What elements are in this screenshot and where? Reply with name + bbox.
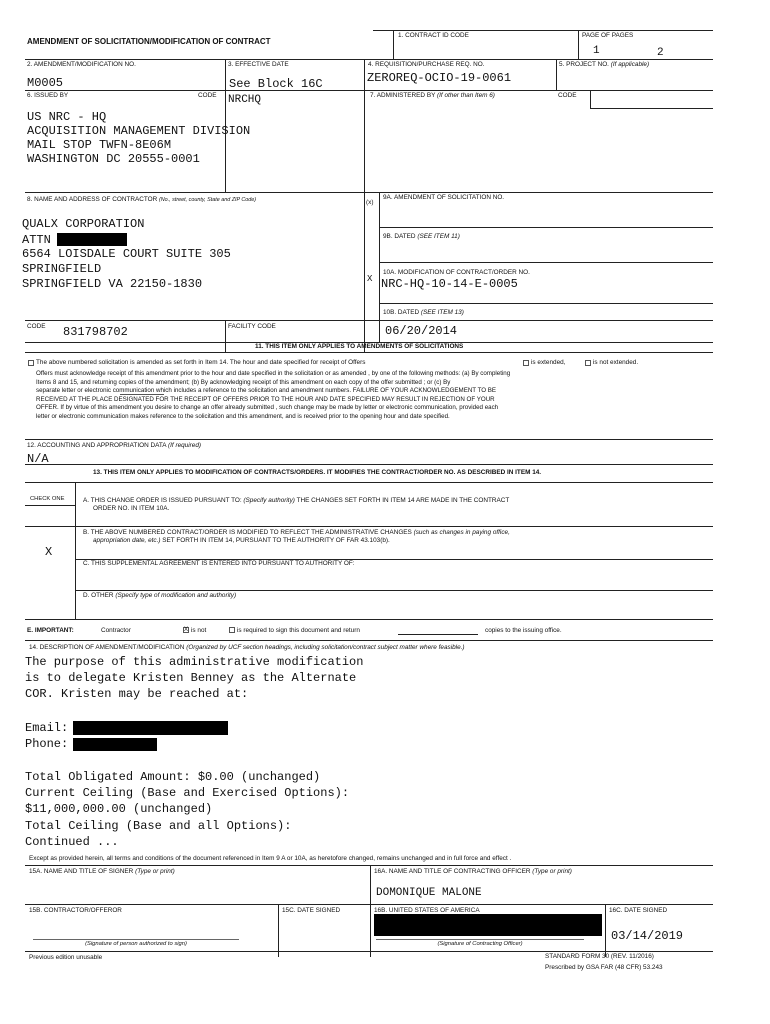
row-rule	[25, 59, 713, 60]
row-rule	[25, 192, 713, 193]
project-no-label: 5. PROJECT NO. (If applicable)	[559, 61, 650, 68]
prescribed-by-label: Prescribed by GSA FAR (48 CFR) 53.243	[545, 964, 663, 971]
standard-form-label: STANDARD FORM 30 (REV. 11/2016)	[545, 953, 654, 960]
modification-contract-value: NRC-HQ-10-14-E-0005	[381, 277, 518, 291]
issued-by-line: WASHINGTON DC 20555-0001	[27, 152, 200, 166]
contractor-word: Contractor	[101, 627, 131, 634]
redaction-box	[73, 721, 228, 735]
item13d-text: D. OTHER (Specify type of modification and authority)	[83, 592, 237, 599]
copies-blank-line	[120, 394, 164, 395]
item13b-text: B. THE ABOVE NUMBERED CONTRACT/ORDER IS MODIFIED TO REFLECT THE ADMINISTRATIVE CHANGES (such as changes in paying office,	[83, 529, 510, 536]
co-date-value: 03/14/2019	[611, 929, 684, 943]
solicitation-dated-label: 9B. DATED (SEE ITEM 11)	[383, 233, 460, 240]
contracting-officer-name: DOMONIQUE MALONE	[376, 887, 482, 899]
col-rule	[578, 30, 579, 59]
is-not-checkbox[interactable]: X	[184, 627, 189, 633]
item11-instructions: Offers must acknowledge receipt of this amendment prior to the hour and date specified in the solicitation or as amended , by one of the following methods: (a) By completing Items 8 and 15, and returning copies of the amendment; (b) By acknowledging receipt of this amendment on each copy of the offer submitted ; or (c) By separate letter or electronic communication which includes a reference to the solicitation and amendment numbers. FAILURE OF YOUR ACKNOWLEDGEMENT TO BE RECEIVED AT THE PLACE DESIGNATED FOR THE RECEIPT OF OFFERS PRIOR TO THE HOUR AND DATE SPECIFIED MAY RESULT IN REJECTION OF YOUR OFFER. If by virtue of this amendment you desire to change an offer already submitted , such change may be made by letter or electronic communication, provided each letter or electronic communication makes reference to the solicitation and this amendment, and is received prior to the opening hour and date specified.	[36, 370, 511, 420]
row-rule	[25, 320, 713, 321]
effective-date-value: See Block 16C	[229, 77, 323, 91]
co-signature-redaction	[374, 914, 602, 936]
description-line: Continued ...	[25, 835, 119, 849]
extended-checkbox[interactable]	[523, 360, 529, 366]
co-signature-caption: (Signature of Contracting Officer)	[437, 941, 523, 947]
page-count: 2	[657, 47, 664, 59]
issued-by-line: US NRC - HQ	[27, 110, 107, 124]
co-date-label: 16C. DATE SIGNED	[609, 907, 668, 914]
extended-label: is extended,	[531, 359, 566, 366]
contractor-line: ATTN	[22, 233, 51, 247]
modification-contract-label: 10A. MODIFICATION OF CONTRACT/ORDER NO.	[383, 269, 530, 276]
row-rule	[25, 619, 713, 620]
modification-dated-label: 10B. DATED (SEE ITEM 13)	[383, 309, 464, 316]
issued-by-label: 6. ISSUED BY	[27, 92, 69, 99]
col-rule	[370, 865, 371, 957]
contractor-signature-caption: (Signature of person authorized to sign)	[85, 941, 187, 947]
contractor-offeror-label: 15B. CONTRACTOR/OFFEROR	[29, 907, 122, 914]
page-number: 1	[593, 45, 600, 57]
amendment-no-label: 2. AMENDMENT/MODIFICATION NO.	[27, 61, 136, 68]
row-rule	[25, 90, 713, 91]
contractor-code-label: CODE	[27, 323, 46, 330]
administered-by-label: 7. ADMINISTERED BY (If other than Item 6)	[370, 92, 495, 99]
issued-by-code: NRCHQ	[228, 94, 262, 106]
row-rule	[25, 904, 713, 905]
redaction-box	[57, 233, 127, 246]
signer-name-label: 15A. NAME AND TITLE OF SIGNER (Type or print)	[29, 868, 175, 875]
col-rule	[364, 59, 365, 352]
row-rule	[25, 526, 713, 527]
item13b-check-mark: X	[45, 545, 53, 559]
contractor-line: SPRINGFIELD	[22, 262, 102, 276]
item13b-text-2: appropriation date, etc.) SET FORTH IN ITEM 14, PURSUANT TO THE AUTHORITY OF FAR 43.103(b).	[93, 537, 390, 544]
contractor-address-label: 8. NAME AND ADDRESS OF CONTRACTOR (No., street, county, State and ZIP Code)	[27, 196, 257, 203]
item11-title: 11. THIS ITEM ONLY APPLIES TO AMENDMENTS OF SOLICITATIONS	[255, 343, 464, 350]
requisition-value: ZEROREQ-OCIO-19-0061	[367, 71, 512, 85]
accounting-value: N/A	[27, 452, 49, 466]
modification-check-mark: X	[367, 274, 373, 284]
copies-label: copies to the issuing office.	[485, 627, 562, 634]
redaction-box	[73, 738, 157, 751]
except-provision: Except as provided herein, all terms and conditions of the document referenced in Item 9 A or 10A, as heretofore changed, remains unchanged and in full force and effect .	[29, 855, 512, 862]
effective-date-label: 3. EFFECTIVE DATE	[228, 61, 289, 68]
administered-by-code-label: CODE	[558, 92, 577, 99]
row-rule	[379, 227, 713, 228]
description-label: 14. DESCRIPTION OF AMENDMENT/MODIFICATION (Organized by UCF section headings, including solicitation/contract subject matter where feasible.)	[29, 644, 465, 651]
col-rule	[590, 90, 591, 108]
page-of-pages-label: PAGE OF PAGES	[582, 32, 634, 39]
modification-dated-value: 06/20/2014	[385, 324, 458, 338]
signature-line	[376, 939, 584, 940]
description-line: Phone:	[25, 737, 69, 751]
description-line: Current Ceiling (Base and Exercised Options):	[25, 786, 350, 800]
form-title: AMENDMENT OF SOLICITATION/MODIFICATION OF CONTRACT	[27, 37, 271, 46]
col-rule	[605, 904, 606, 957]
is-required-label: is required to sign this document and return	[237, 627, 360, 634]
row-rule	[25, 352, 713, 353]
copies-blank-line	[398, 634, 478, 635]
item13a-text: A. THIS CHANGE ORDER IS ISSUED PURSUANT TO: (Specify authority) THE CHANGES SET FORTH IN ITEM 14 ARE MADE IN THE CONTRACT	[83, 497, 510, 504]
item13a-text-2: ORDER NO. IN ITEM 10A.	[93, 505, 170, 512]
not-extended-label: is not extended.	[593, 359, 639, 366]
description-line: is to delegate Kristen Benney as the Alternate	[25, 671, 357, 685]
row-rule	[25, 505, 75, 506]
description-line: COR. Kristen may be reached at:	[25, 687, 249, 701]
amendment-solicitation-label: 9A. AMENDMENT OF SOLICITATION NO.	[383, 194, 505, 201]
row-rule	[25, 439, 713, 440]
col-rule	[75, 482, 76, 619]
accounting-label: 12. ACCOUNTING AND APPROPRIATION DATA (If required)	[27, 442, 202, 449]
contracting-officer-label: 16A. NAME AND TITLE OF CONTRACTING OFFICER (Type or print)	[374, 868, 572, 875]
contractor-line: QUALX CORPORATION	[22, 217, 145, 231]
contractor-line: SPRINGFIELD VA 22150-1830	[22, 277, 203, 291]
col-rule	[225, 320, 226, 352]
contract-id-code-label: 1. CONTRACT ID CODE	[398, 32, 469, 39]
usa-label: 16B. UNITED STATES OF AMERICA	[374, 907, 480, 914]
amendment-no-value: M0005	[27, 76, 64, 90]
contractor-line: 6564 LOISDALE COURT SUITE 305	[22, 247, 231, 261]
col-rule	[278, 904, 279, 957]
col-rule	[379, 192, 380, 342]
contractor-date-label: 15C. DATE SIGNED	[282, 907, 341, 914]
not-extended-checkbox[interactable]	[585, 360, 591, 366]
issued-by-line: ACQUISITION MANAGEMENT DIVISION	[27, 124, 251, 138]
description-line: Total Ceiling (Base and all Options):	[25, 819, 292, 833]
row-rule	[25, 951, 713, 952]
description-line: Email:	[25, 721, 69, 735]
row-rule	[379, 262, 713, 263]
col-rule	[393, 30, 394, 59]
row-rule	[379, 303, 713, 304]
item13-title: 13. THIS ITEM ONLY APPLIES TO MODIFICATION OF CONTRACTS/ORDERS. IT MODIFIES THE CONTRACT/ORDER NO. AS DESCRIBED IN ITEM 14.	[93, 469, 542, 476]
previous-edition-note: Previous edition unusable	[29, 954, 103, 961]
row-rule	[25, 640, 713, 641]
row-rule	[75, 590, 713, 591]
row-rule	[590, 108, 713, 109]
requisition-label: 4. REQUISITION/PURCHASE REQ. NO.	[368, 61, 485, 68]
x-column-label: (x)	[366, 199, 374, 206]
row-rule	[25, 464, 713, 465]
item13c-text: C. THIS SUPPLEMENTAL AGREEMENT IS ENTERED INTO PURSUANT TO AUTHORITY OF:	[83, 560, 355, 567]
description-line: The purpose of this administrative modification	[25, 655, 364, 669]
check-one-label: CHECK ONE	[30, 496, 65, 502]
signature-line	[33, 939, 239, 940]
contractor-code-value: 831798702	[63, 325, 128, 339]
facility-code-label: FACILITY CODE	[228, 323, 276, 330]
is-required-checkbox[interactable]	[229, 627, 235, 633]
col-rule	[556, 59, 557, 90]
description-line: Total Obligated Amount: $0.00 (unchanged)	[25, 770, 321, 784]
top-rule	[373, 30, 713, 31]
issued-by-line: MAIL STOP TWFN-8E06M	[27, 138, 172, 152]
important-label: E. IMPORTANT:	[27, 627, 74, 634]
row-rule	[25, 865, 713, 866]
issued-by-code-label: CODE	[198, 92, 217, 99]
row-rule	[25, 482, 713, 483]
item11-text: The above numbered solicitation is amended as set forth in Item 14. The hour and date specified for receipt of Offers	[36, 359, 366, 366]
is-not-label: is not	[191, 627, 207, 634]
item11-checkbox[interactable]	[28, 360, 34, 366]
description-line: $11,000,000.00 (unchanged)	[25, 802, 213, 816]
